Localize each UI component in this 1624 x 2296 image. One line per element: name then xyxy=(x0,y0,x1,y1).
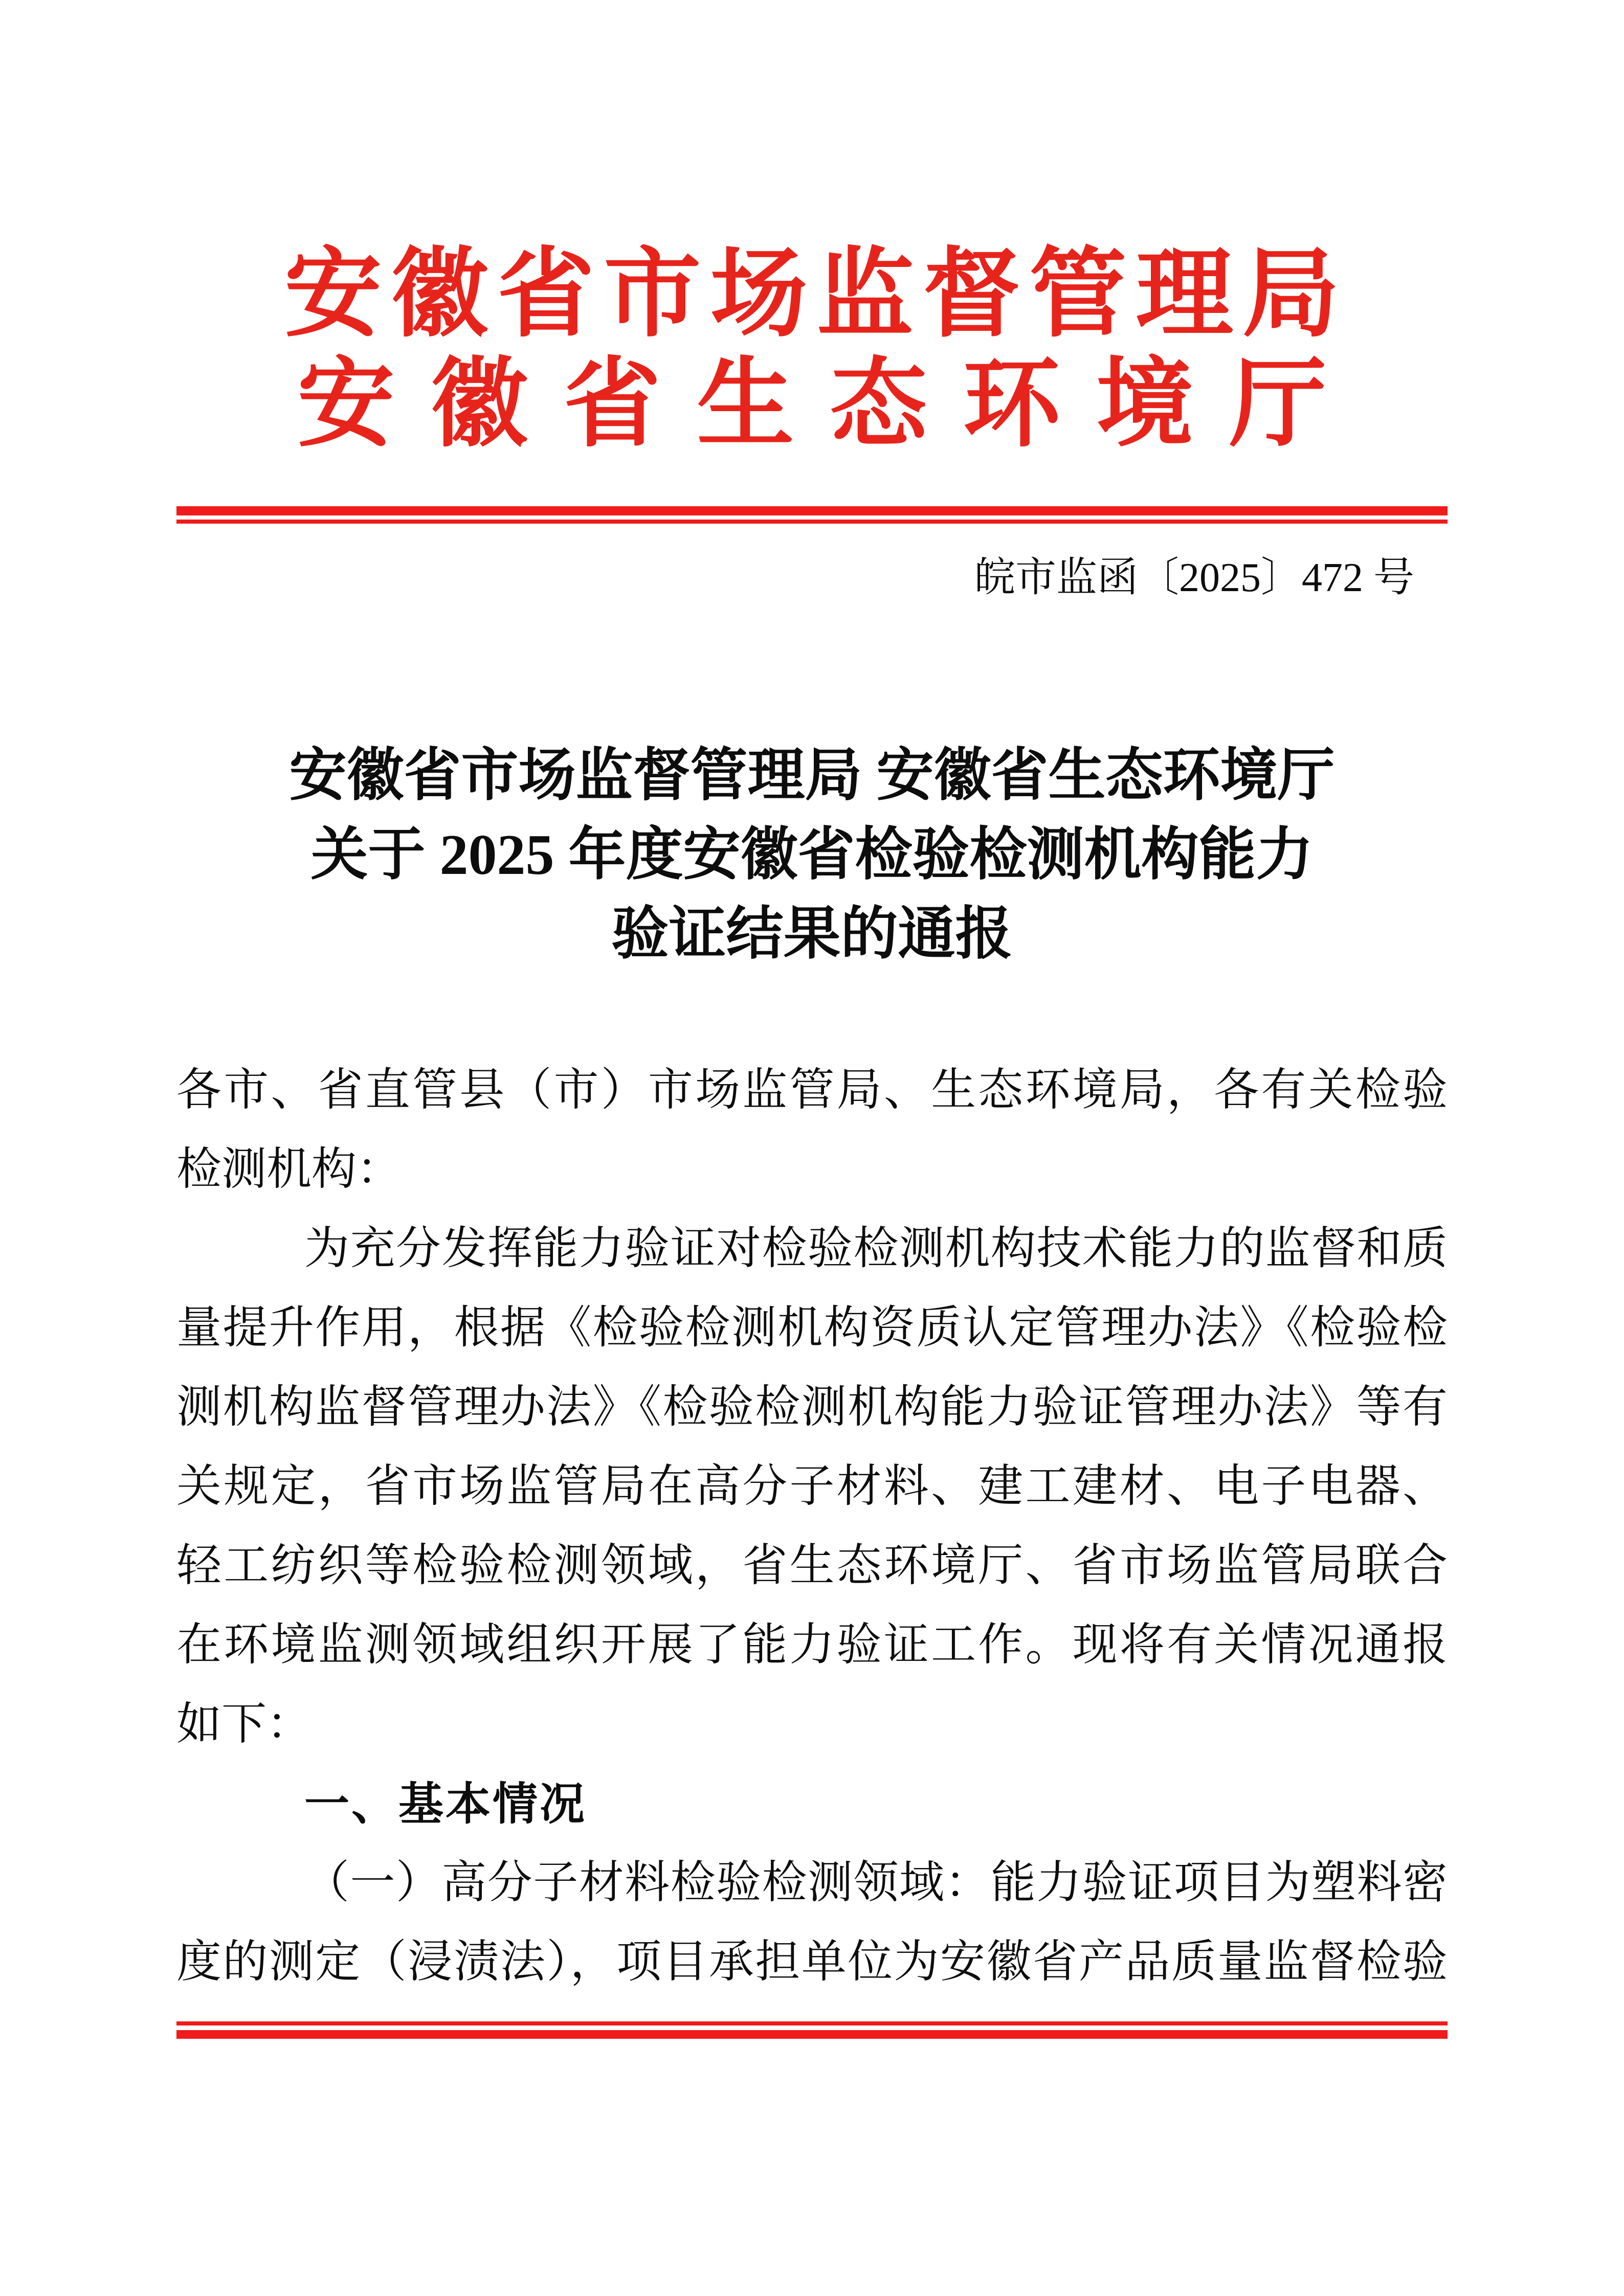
body-line-salutation-2: 检测机构： xyxy=(176,1145,402,1195)
document-title-line-1: 安徽省市场监督管理局 安徽省生态环境厅 xyxy=(289,744,1335,807)
footer-separator-thin-line xyxy=(176,2021,1448,2025)
body-line-paragraph: 度的测定（浸渍法），项目承担单位为安徽省产品质量监督检验 xyxy=(176,1938,1448,1987)
footer-separator xyxy=(176,2021,1448,2039)
header-separator xyxy=(176,506,1448,524)
body-line-paragraph: 关规定，省市场监管局在高分子材料、建工建材、电子电器、 xyxy=(176,1462,1448,1512)
body-line-paragraph: 在环境监测领域组织开展了能力验证工作。现将有关情况通报 xyxy=(176,1620,1448,1670)
body-line-paragraph-end: 如下： xyxy=(176,1700,312,1749)
body-line-salutation: 各市、省直管县（市）市场监管局、生态环境局，各有关检验 xyxy=(176,1066,1448,1115)
body-line-paragraph: 轻工纺织等检验检测领域，省生态环境厅、省市场监管局联合 xyxy=(176,1541,1448,1591)
document-body xyxy=(176,1051,1448,2002)
document-title xyxy=(176,736,1448,974)
header-separator-thin-line xyxy=(176,520,1448,524)
document-number: 皖市监函〔2025〕472 号 xyxy=(974,555,1414,600)
section-heading-basic-situation: 一、基本情况 xyxy=(304,1779,587,1829)
body-line-paragraph: 量提升作用，根据《检验检测机构资质认定管理办法》《检验检 xyxy=(176,1303,1448,1353)
document-title-line-3: 验证结果的通报 xyxy=(611,903,1013,966)
header-separator-thick-line xyxy=(176,506,1448,515)
body-line-paragraph: 测机构监督管理办法》《检验检测机构能力验证管理办法》等有 xyxy=(176,1383,1448,1432)
footer-separator-thick-line xyxy=(176,2030,1448,2039)
letterhead-agency-1: 安徽省市场监督管理局 xyxy=(284,241,1349,349)
letterhead-agency-2: 安徽省生态环境厅 xyxy=(297,351,1363,459)
letterhead xyxy=(176,240,1448,460)
document-title-line-2: 关于 2025 年度安徽省检验检测机构能力 xyxy=(310,823,1314,887)
body-line-paragraph: （一）高分子材料检验检测领域：能力验证项目为塑料密 xyxy=(304,1858,1448,1908)
body-line-paragraph: 为充分发挥能力验证对检验检测机构技术能力的监督和质 xyxy=(304,1224,1448,1274)
